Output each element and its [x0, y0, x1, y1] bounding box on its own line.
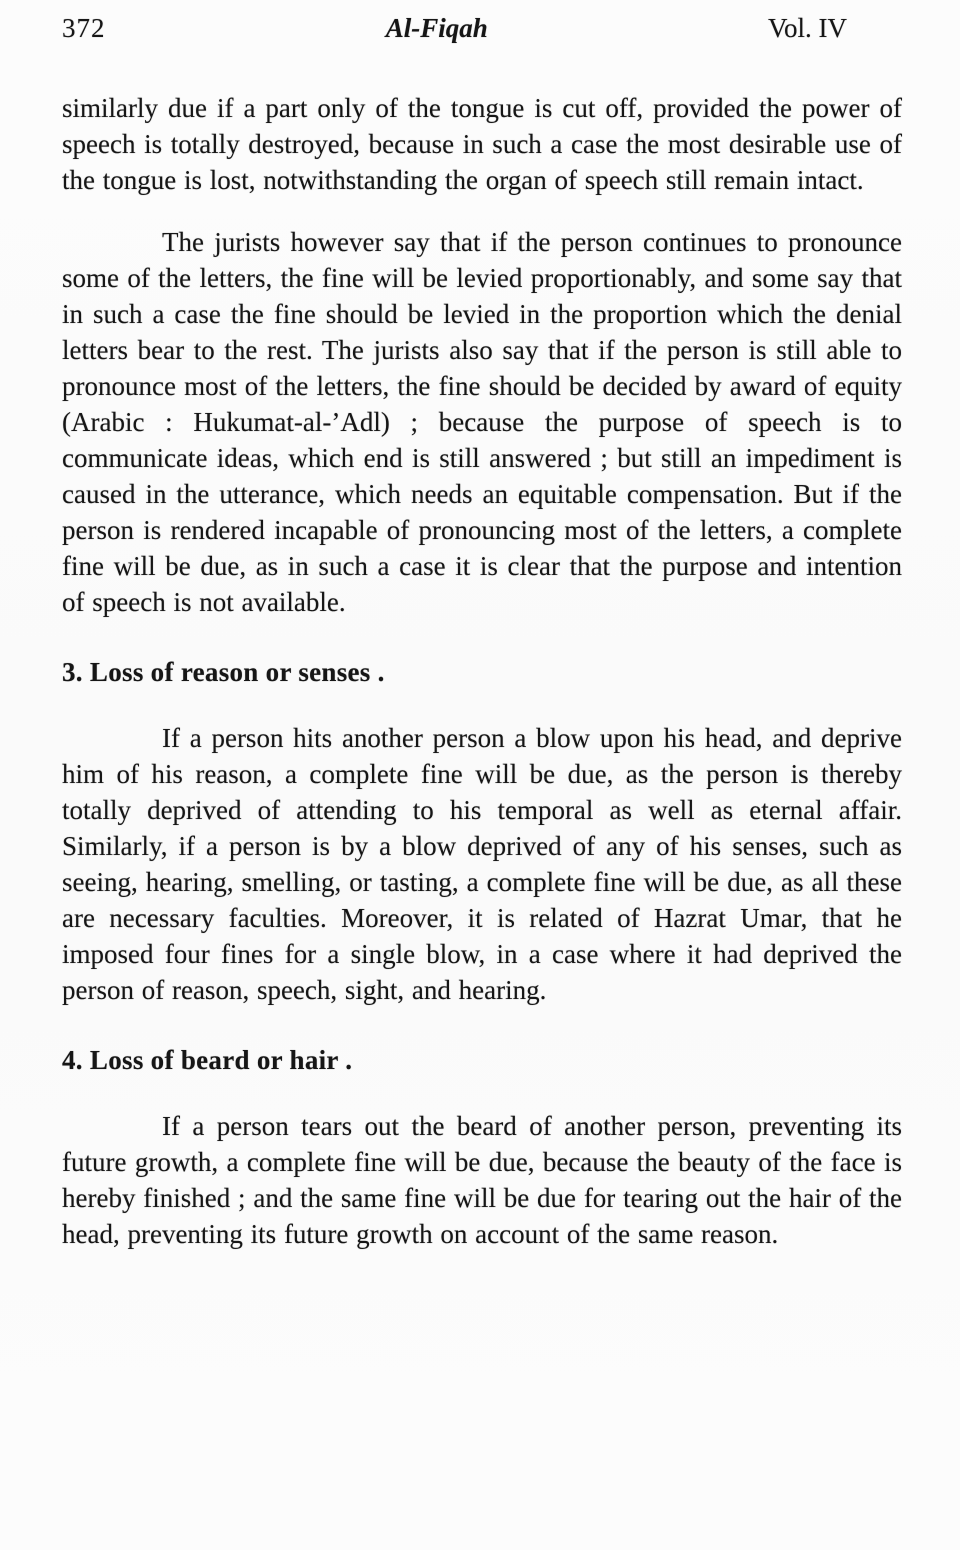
page-header [62, 12, 902, 44]
paragraph-loss-of-beard: If a person tears out the beard of another person, preventing its future growth, a complete fine will be due, because the beauty of the face is hereby finished ; and the same fine will be due for tearing out the hair of the head, preventing its future growth on account of the same reason. [62, 1111, 902, 1249]
volume-label: Vol. IV [767, 13, 847, 43]
page-number: 372 [62, 13, 106, 43]
paragraph-tongue-fine: similarly due if a part only of the tongue is cut off, provided the power of speech is totally destroyed, because in such a case the most desirable use of the tongue is lost, notwithstanding the organ of speech still remain intact. [62, 93, 902, 195]
paragraph-loss-of-reason: If a person hits another person a blow upon his head, and deprive him of his reason, a complete fine will be due, as the person is thereby totally deprived of attending to his temporal as well as eternal affair. Similarly, if a person is by a blow deprived of any of his senses, such as seeing, hearing, smelling, or tasting, a complete fine will be due, as all these are necessary faculties. Moreover, it is related of Hazrat Umar, that he imposed four fines for a single blow, in a case where it had deprived the person of reason, speech, sight, and hearing. [62, 723, 902, 1005]
section-heading-loss-of-reason: 3. Loss of reason or senses . [62, 657, 385, 687]
paragraph-jurists-letters: The jurists however say that if the person continues to pronounce some of the letters, the fine will be levied proportionably, and some say that in such a case the fine should be levied in the proportion which the denial letters bear to the rest. The jurists also say that if the person is still able to pronounce most of the letters, the fine should be decided by award of equity (Arabic : Hukumat-al-’Adl) ; because the purpose of speech is to communicate ideas, which end is still answered ; but still an impediment is caused in the utterance, which needs an equitable compensation. But if the person is rendered incapable of pronouncing most of the letters, a complete fine will be due, as in such a case it is clear that the purpose and intention of speech is not available. [62, 227, 902, 617]
section-heading-loss-of-beard: 4. Loss of beard or hair . [62, 1045, 353, 1075]
book-title: Al-Fiqah [385, 13, 488, 43]
